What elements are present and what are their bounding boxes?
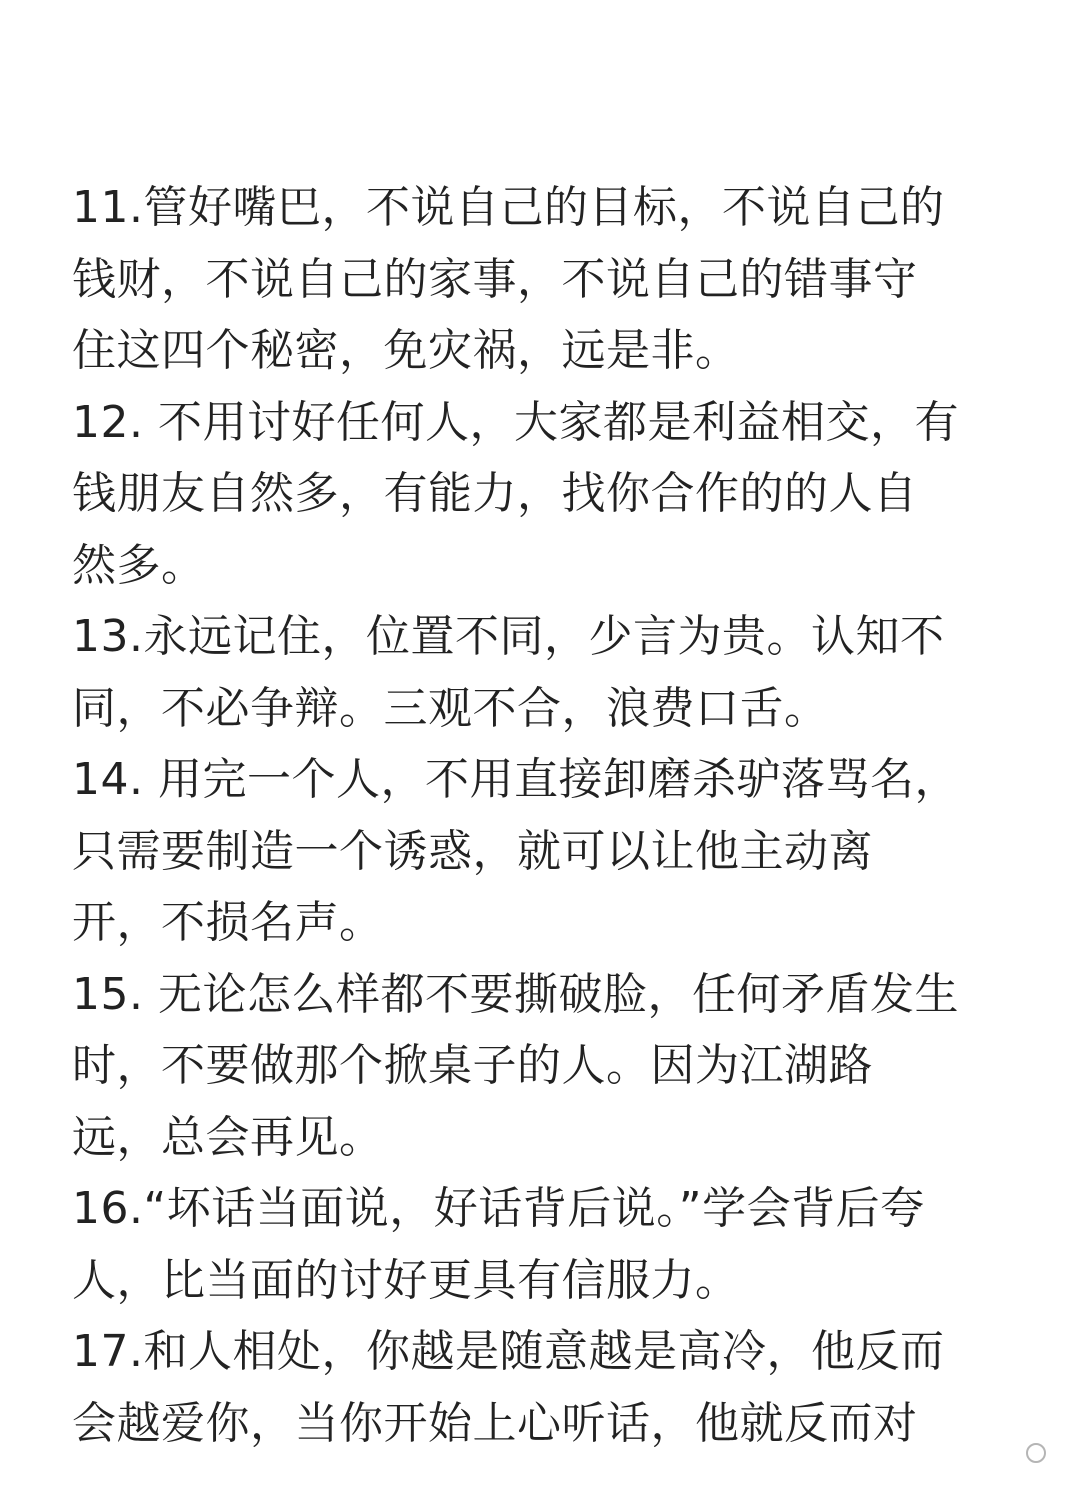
text-line: 只需要制造一个诱惑，就可以让他主动离 — [72, 825, 873, 877]
text-line: 17.和人相处，你越是随意越是高冷，他反而 — [72, 1326, 945, 1377]
text-line: 开，不损名声。 — [72, 897, 384, 948]
text-line: 13.永远记住，位置不同，少言为贵。认知不 — [72, 611, 945, 662]
text-line: 人，比当面的讨好更具有信服力。 — [72, 1254, 740, 1306]
text-line: 然多。 — [72, 539, 206, 591]
text-line: 12. 不用讨好任何人，大家都是利益相交，有 — [72, 396, 959, 448]
document-text — [72, 172, 1007, 1459]
circle-logo-icon — [1026, 1443, 1046, 1463]
text-line: 钱财，不说自己的家事，不说自己的错事守 — [72, 253, 918, 305]
text-line: 15. 无论怎么样都不要撕破脸，任何矛盾发生 — [72, 968, 959, 1020]
text-line: 时，不要做那个掀桌子的人。因为江湖路 — [72, 1040, 873, 1091]
text-line: 同，不必争辩。三观不合，浪费口舌。 — [72, 682, 829, 734]
text-line: 会越爱你，当你开始上心听话，他就反而对 — [72, 1397, 918, 1449]
text-line: 远，总会再见。 — [72, 1111, 384, 1163]
text-line: 钱朋友自然多，有能力，找你合作的的人自 — [72, 468, 918, 519]
text-line: 11.管好嘴巴，不说自己的目标，不说自己的 — [72, 182, 945, 233]
text-line: 14. 用完一个人，不用直接卸磨杀驴落骂名， — [72, 754, 959, 805]
watermark — [1026, 1443, 1046, 1463]
text-line: 住这四个秘密，免灾祸，远是非。 — [72, 325, 740, 376]
text-line: 16.“坏话当面说，好话背后说。”学会背后夸 — [72, 1183, 925, 1234]
